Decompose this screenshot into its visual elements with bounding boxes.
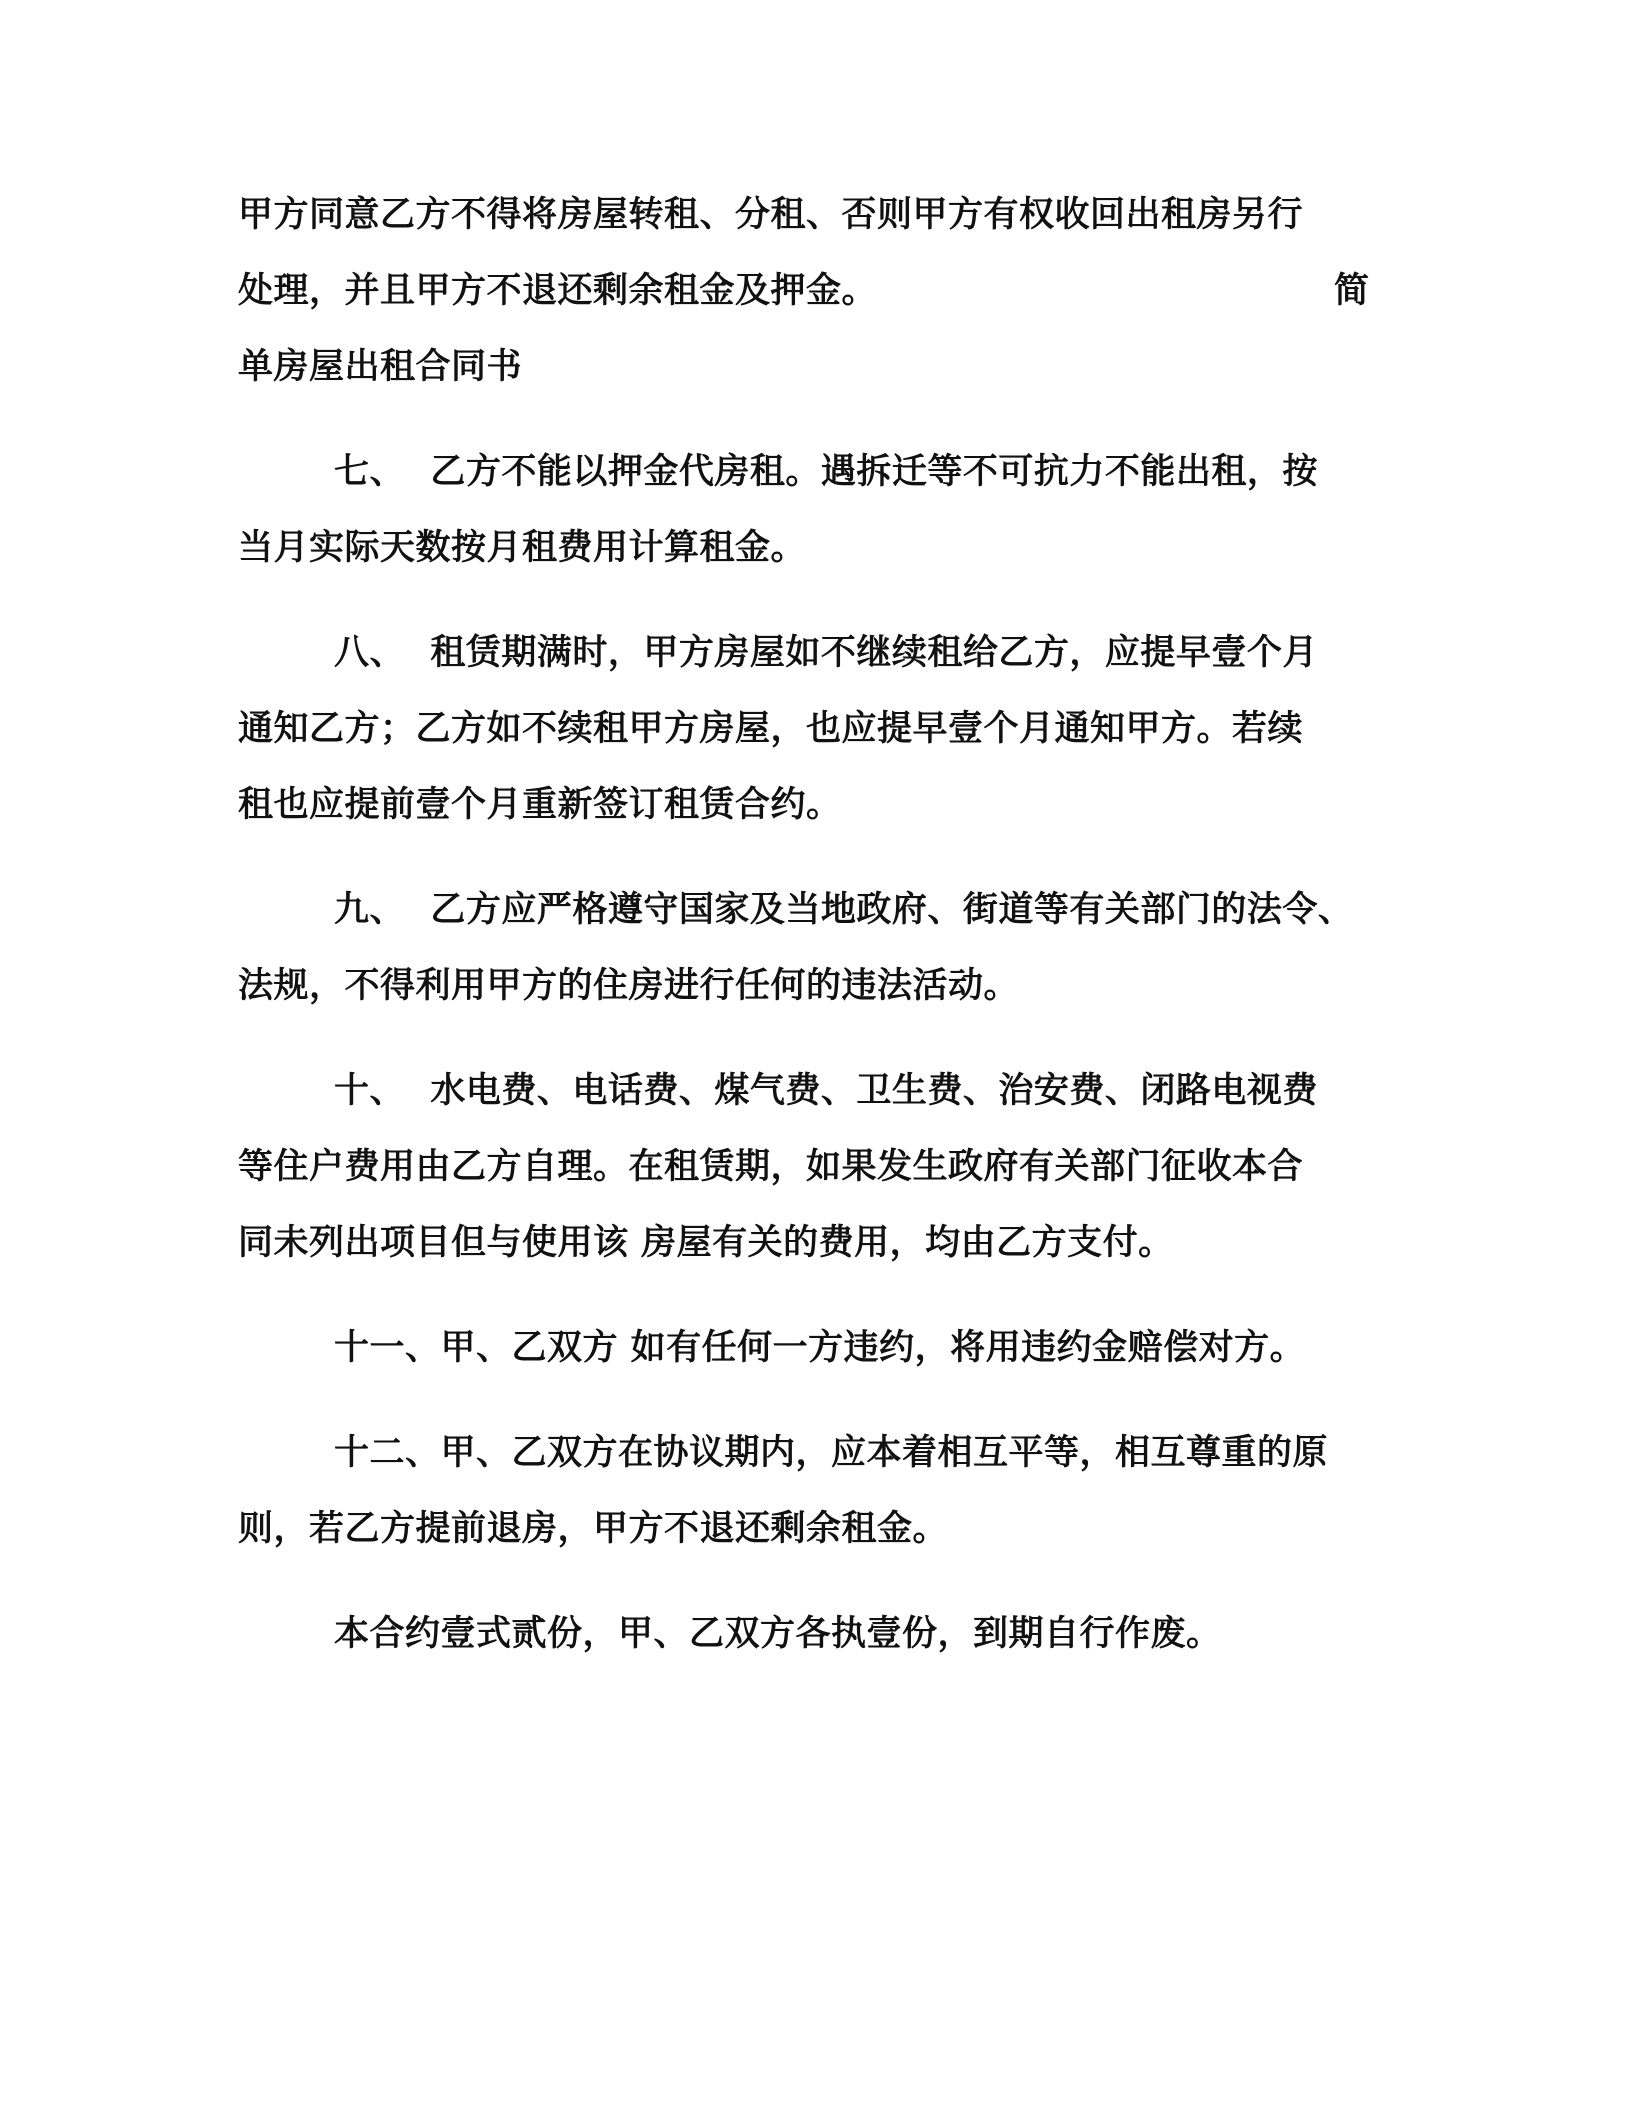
text-line: 十一、甲、乙双方 如有任何一方违约，将用违约金赔偿对方。 — [334, 1328, 1306, 1368]
text-line: 法规，不得利用甲方的住房进行任何的违法活动。 — [238, 966, 1020, 1006]
text-line: 甲方同意乙方不得将房屋转租、分租、否则甲方有权收回出租房另行 — [238, 195, 1304, 235]
text-line: 八、 租赁期满时，甲方房屋如不继续租给乙方，应提早壹个月 — [334, 633, 1318, 673]
text-line: 通知乙方；乙方如不续租甲方房屋，也应提早壹个月通知甲方。若续 — [238, 709, 1304, 749]
text-line: 七、 乙方不能以押金代房租。遇拆迁等不可抗力不能出租，按 — [334, 452, 1318, 492]
text-line: 等住户费用由乙方自理。在租赁期，如果发生政府有关部门征收本合 — [238, 1147, 1304, 1187]
text-line: 本合约壹式贰份，甲、乙双方各执壹份，到期自行作废。 — [334, 1614, 1222, 1654]
text-line: 同未列出项目但与使用该 房屋有关的费用，均由乙方支付。 — [238, 1223, 1174, 1263]
text-line: 当月实际天数按月租费用计算租金。 — [238, 528, 807, 568]
text-line: 九、 乙方应严格遵守国家及当地政府、街道等有关部门的法令、 — [334, 890, 1354, 930]
text-line: 十二、甲、乙双方在协议期内，应本着相互平等，相互尊重的原 — [334, 1433, 1329, 1473]
text-line: 单房屋出租合同书 — [238, 347, 523, 387]
text-line: 则，若乙方提前退房，甲方不退还剩余租金。 — [238, 1509, 949, 1549]
text-line: 租也应提前壹个月重新签订租赁合约。 — [238, 785, 842, 825]
text-line: 处理，并且甲方不退还剩余租金及押金。 — [238, 271, 878, 311]
text-line: 简 — [1334, 271, 1370, 311]
text-line: 十、 水电费、电话费、煤气费、卫生费、治安费、闭路电视费 — [334, 1071, 1318, 1111]
